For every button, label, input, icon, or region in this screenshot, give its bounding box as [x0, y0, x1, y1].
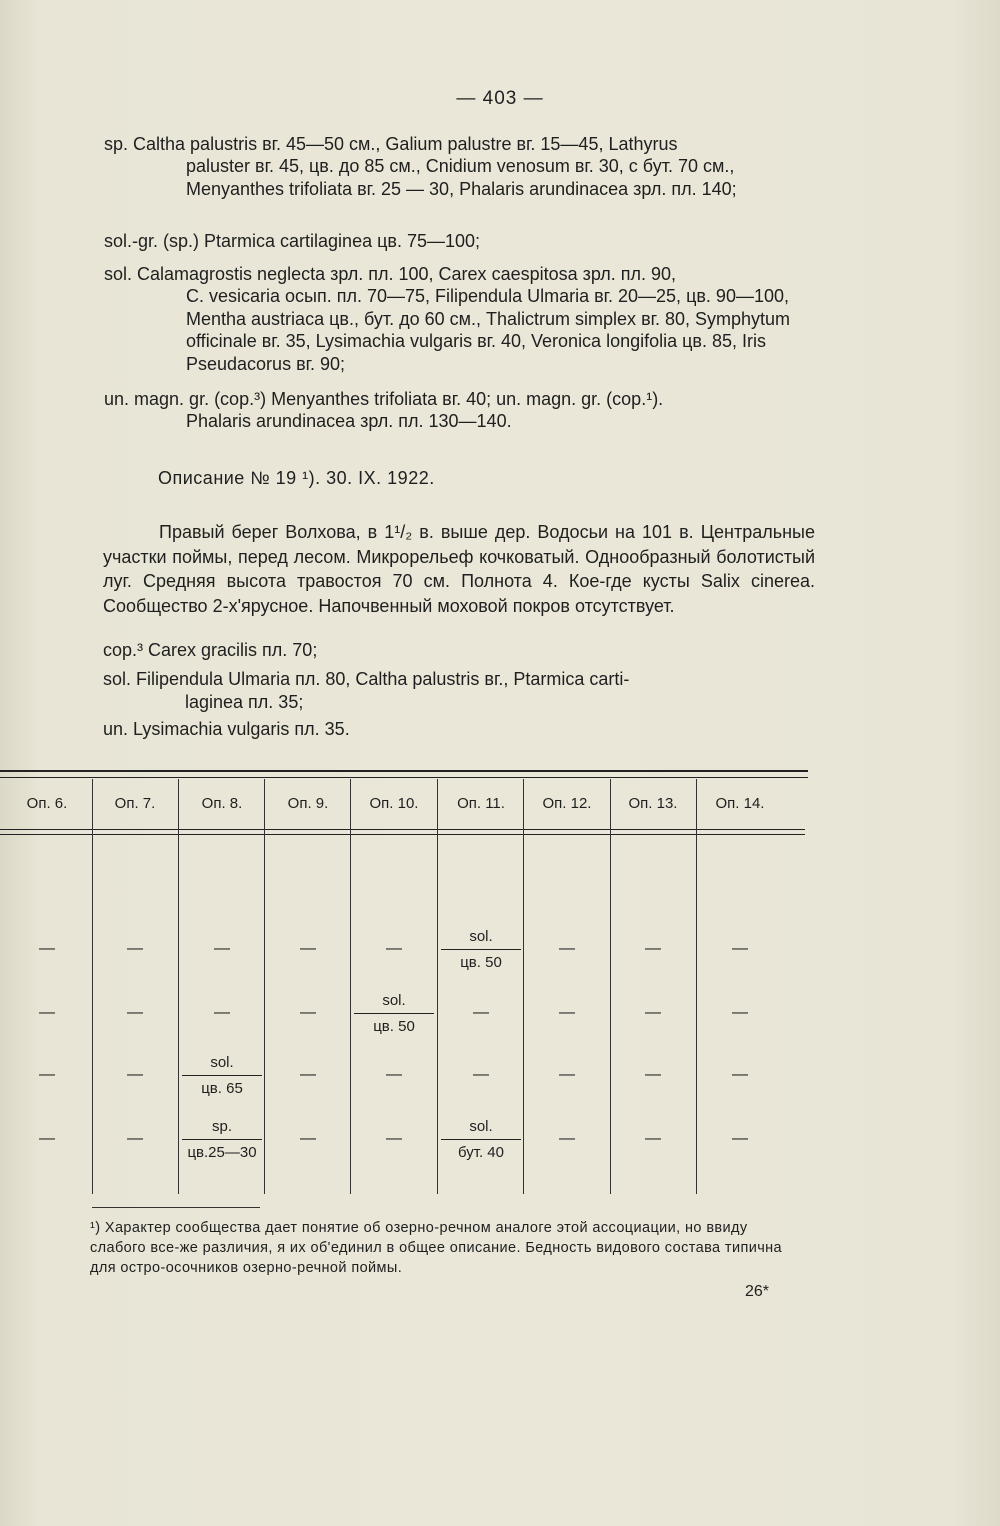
signature-mark: 26* — [745, 1283, 770, 1300]
table-cell-empty: — — [386, 1066, 402, 1083]
species-entry-2 — [104, 230, 816, 252]
cell-phenology: цв.25—30 — [182, 1139, 262, 1161]
table-header-rule-2 — [0, 834, 805, 835]
table-cell-empty: — — [732, 1066, 748, 1083]
table-cell-empty: — — [473, 1066, 489, 1083]
table-column-divider — [92, 779, 93, 1194]
table-cell-empty: — — [645, 1130, 661, 1147]
table-column-header: Оп. 6. — [26, 795, 68, 812]
table-column-header: Оп. 14. — [715, 795, 765, 812]
entry-first-line: sol.-gr. (sp.) Ptarmica cartilaginea цв. 75—100; — [104, 231, 481, 251]
table-cell-empty: — — [214, 1004, 230, 1021]
footnote-separator — [92, 1207, 260, 1208]
page-number: — 403 — — [456, 88, 544, 109]
table-cell-empty: — — [386, 940, 402, 957]
table-column-divider — [178, 779, 179, 1194]
entry-first-line: sol. Filipendula Ulmaria пл. 80, Caltha palustris вг., Ptarmica carti- — [103, 669, 630, 689]
species-entry-4 — [104, 388, 816, 433]
cell-abundance: sp. — [211, 1118, 232, 1135]
table-column-divider — [437, 779, 438, 1194]
table-cell-empty: — — [386, 1130, 402, 1147]
table-cell-empty: — — [559, 1004, 575, 1021]
table-cell-empty: — — [39, 1004, 55, 1021]
species-entry-lower-2 — [103, 668, 815, 714]
table-cell-empty: — — [39, 940, 55, 957]
table-cell-value — [182, 1118, 262, 1161]
cell-abundance: sol. — [469, 1118, 493, 1135]
table-cell-empty: — — [214, 940, 230, 957]
table-cell-empty: — — [559, 1066, 575, 1083]
species-entry-lower-3 — [103, 718, 815, 741]
table-cell-value — [441, 1118, 521, 1161]
entry-continuation: paluster вг. 45, цв. до 85 см., Cnidium venosum вг. 30, с бут. 70 см., Menyanthes trifoliata вг. 25 — 30, Phalaris arundinacea зрл. пл. 140; — [186, 156, 737, 199]
table-cell-empty: — — [127, 1130, 143, 1147]
table-column-divider — [264, 779, 265, 1194]
table-cell-empty: — — [300, 940, 316, 957]
cell-abundance: sol. — [382, 992, 406, 1009]
table-cell-empty: — — [732, 940, 748, 957]
cell-phenology: цв. 65 — [182, 1075, 262, 1097]
table-cell-empty: — — [559, 1130, 575, 1147]
table-column-header: Оп. 10. — [369, 795, 419, 812]
entry-first-line: un. magn. gr. (cop.³) Menyanthes trifoliata вг. 40; un. magn. gr. (cop.¹). — [104, 389, 664, 409]
table-cell-empty: — — [732, 1130, 748, 1147]
table-cell-empty: — — [39, 1066, 55, 1083]
cell-abundance: sol. — [210, 1054, 234, 1071]
table-cell-value — [441, 928, 521, 971]
table-top-rule — [0, 770, 808, 772]
table-cell-empty: — — [300, 1004, 316, 1021]
table-cell-empty: — — [645, 940, 661, 957]
table-column-divider — [696, 779, 697, 1194]
table-column-divider — [523, 779, 524, 1194]
cell-phenology: цв. 50 — [354, 1013, 434, 1035]
table-column-header: Оп. 7. — [114, 795, 156, 812]
table-column-header: Оп. 12. — [542, 795, 592, 812]
table-cell-empty: — — [300, 1130, 316, 1147]
entry-first-line: cop.³ Carex gracilis пл. 70; — [103, 640, 318, 660]
table-cell-empty: — — [645, 1004, 661, 1021]
entry-first-line: un. Lysimachia vulgaris пл. 35. — [103, 719, 350, 739]
table-cell-empty: — — [127, 940, 143, 957]
entry-first-line: sol. Calamagrostis neglecta зрл. пл. 100, Carex caespitosa зрл. пл. 90, — [104, 264, 677, 284]
description-paragraph — [103, 520, 815, 618]
table-column-divider — [610, 779, 611, 1194]
table-column-header: Оп. 11. — [457, 795, 505, 812]
footnote-text: ¹) Характер сообщества дает понятие об озерно-речном аналоге этой ассоциации, но ввиду слабого все-же различия, я их об'единил в общее описание. Бедность видового состава типична для остро-осочников озерно-речной поймы. — [90, 1220, 783, 1276]
cell-phenology: цв. 50 — [441, 949, 521, 971]
footnote — [90, 1218, 806, 1278]
table-column-header: Оп. 13. — [628, 795, 678, 812]
table-top-rule-thin — [0, 777, 808, 778]
entry-continuation: Phalaris arundinacea зрл. пл. 130—140. — [186, 411, 512, 432]
entry-continuation: laginea пл. 35; — [185, 692, 304, 712]
cell-abundance: sol. — [469, 928, 493, 945]
species-entry-3 — [104, 263, 816, 375]
table-cell-empty: — — [473, 1004, 489, 1021]
species-entry-lower-1 — [103, 639, 815, 662]
species-entry-1 — [104, 133, 816, 200]
description-heading: Описание № 19 ¹). 30. IX. 1922. — [158, 468, 435, 488]
table-column-divider — [350, 779, 351, 1194]
table-cell-empty: — — [127, 1066, 143, 1083]
table-cell-empty: — — [732, 1004, 748, 1021]
table-cell-value — [182, 1054, 262, 1097]
table-cell-empty: — — [645, 1066, 661, 1083]
table-cell-value — [354, 992, 434, 1035]
table-cell-empty: — — [127, 1004, 143, 1021]
entry-continuation: C. vesicaria осып. пл. 70—75, Filipendula Ulmaria вг. 20—25, цв. 90—100, Mentha austriaca цв., бут. до 60 см., Thalictrum simplex вг. 80, Symphytum officinale вг. 35, Lysimachia vulgaris вг. 40, Veronica longifolia цв. 85, Iris Pseudacorus вг. 90; — [186, 286, 791, 374]
table-cell-empty: — — [559, 940, 575, 957]
table-cell-empty: — — [300, 1066, 316, 1083]
table-cell-empty: — — [39, 1130, 55, 1147]
table-column-header: Оп. 8. — [201, 795, 243, 812]
entry-first-line: sp. Caltha palustris вг. 45—50 см., Galium palustre вг. 15—45, Lathyrus — [104, 134, 678, 154]
cell-phenology: бут. 40 — [441, 1139, 521, 1161]
table-column-header: Оп. 9. — [287, 795, 329, 812]
description-text: Правый берег Волхова, в 1¹/₂ в. выше дер. Водосьи на 101 в. Центральные участки поймы, перед лесом. Микрорельеф кочковатый. Однообразный болотистый луг. Средняя высота травостоя 70 см. Полнота 4. Кое-где кусты Salix cinerea. Сообщество 2-х'ярусное. Напочвенный моховой покров отсутствует. — [103, 522, 815, 616]
table-header-rule — [0, 829, 805, 830]
